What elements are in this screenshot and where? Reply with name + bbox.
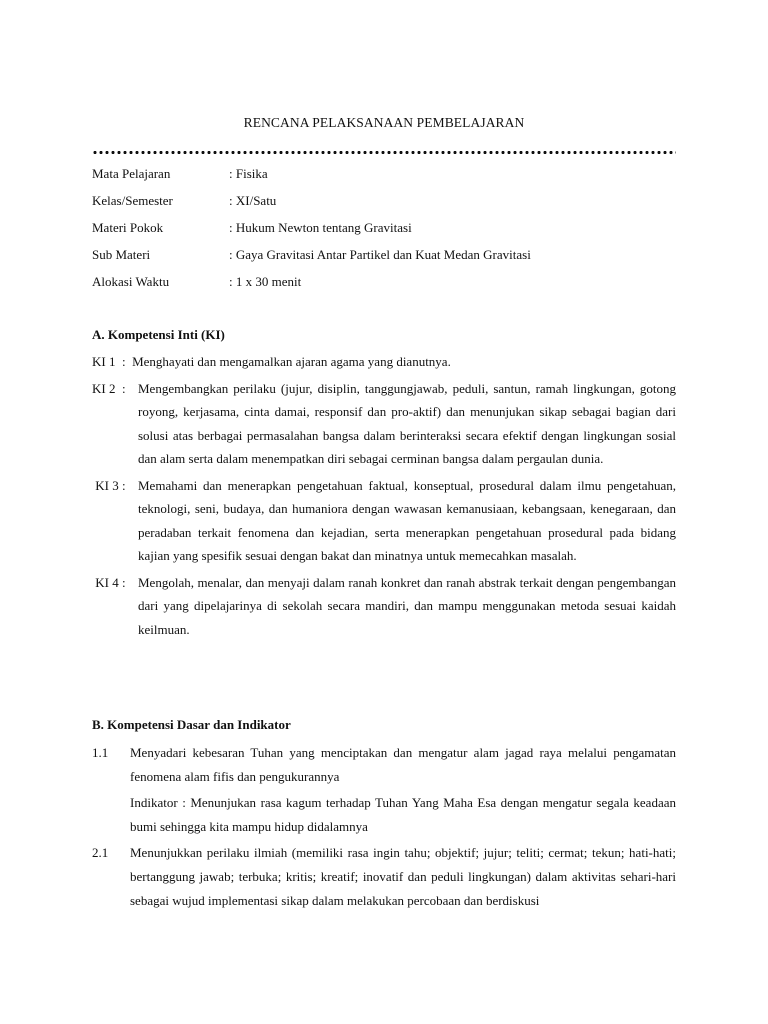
identity-row-time <box>92 274 692 301</box>
basic-competency-list <box>92 741 676 915</box>
ki-label: KI 2 : <box>92 380 129 396</box>
ki-label: KI 4 : <box>92 574 129 590</box>
identity-row-class <box>92 193 692 220</box>
core-competency-list <box>92 350 676 644</box>
kd-text: Menunjukkan perilaku ilmiah (memiliki rasa ingin tahu; objektif; jujur; teliti; cermat; tekun; hati-hati; bertanggung jawab; terbuka; kritis; kreatif; inovatif dan peduli lingkungan) dalam aktivitas sehari-hari sebagai wujud implementasi sikap dalam melakukan percobaan dan berdiskusi <box>130 845 676 908</box>
ki-label: KI 3 : <box>92 477 129 493</box>
identity-value: : XI/Satu <box>229 193 277 208</box>
identity-row-topic <box>92 220 692 247</box>
dotted-divider <box>92 150 676 155</box>
kd-item-2-1 <box>92 841 676 913</box>
kd-number: 2.1 <box>92 845 109 860</box>
identity-value: : Fisika <box>229 166 268 181</box>
page-title: RENCANA PELAKSANAAN PEMBELAJARAN <box>243 115 525 130</box>
kd-text: Menyadari kebesaran Tuhan yang menciptakan dan mengatur alam jagad raya melalui pengamatan fenomena alam fifis dan pengukurannya <box>130 745 676 784</box>
ki-item-4 <box>92 571 676 642</box>
ki-text: Mengolah, menalar, dan menyaji dalam ranah konkret dan ranah abstrak terkait dengan pengembangan dari yang dipelajarinya di sekolah secara mandiri, dan mampu menggunakan metoda sesuai kaidah keilmuan. <box>138 574 676 637</box>
ki-item-1 <box>92 350 676 374</box>
identity-row-subject <box>92 166 692 193</box>
identity-label: Mata Pelajaran <box>92 166 171 181</box>
identity-table <box>92 166 692 301</box>
kd-item-1-1 <box>92 741 676 789</box>
kd-number: 1.1 <box>92 745 109 760</box>
identity-value: : Gaya Gravitasi Antar Partikel dan Kuat Medan Gravitasi <box>229 247 531 262</box>
identity-label: Alokasi Waktu <box>92 274 170 289</box>
identity-label: Kelas/Semester <box>92 193 173 208</box>
kd-indicator: Indikator : Menunjukan rasa kagum terhadap Tuhan Yang Maha Esa dengan mengatur segala keadaan bumi sehingga kita mampu hidup didalamnya <box>130 795 676 834</box>
ki-item-3 <box>92 474 676 568</box>
ki-text: Mengembangkan perilaku (jujur, disiplin, tanggungjawab, peduli, santun, ramah lingkungan, gotong royong, kerjasama, cinta damai, responsif dan pro-aktif) dan menunjukan sikap sebagai bagian dari solusi atas berbagai permasalahan bangsa dalam berinteraksi secara efektif dengan lingkungan sosial dan alam serta dalam menempatkan diri sebagai cerminan bangsa dalam pergaulan dunia. <box>138 380 676 466</box>
section-a-heading: A. Kompetensi Inti (KI) <box>92 327 225 342</box>
ki-item-2 <box>92 377 676 471</box>
identity-value: : 1 x 30 menit <box>229 274 302 289</box>
ki-label: KI 1 : <box>92 354 133 369</box>
identity-label: Sub Materi <box>92 247 151 262</box>
section-b-heading: B. Kompetensi Dasar dan Indikator <box>92 717 291 732</box>
ki-text: Menghayati dan mengamalkan ajaran agama yang dianutnya. <box>132 354 451 369</box>
identity-value: : Hukum Newton tentang Gravitasi <box>229 220 412 235</box>
identity-row-subtopic <box>92 247 692 274</box>
identity-label: Materi Pokok <box>92 220 164 235</box>
ki-text: Memahami dan menerapkan pengetahuan faktual, konseptual, prosedural dalam ilmu pengetahuan, teknologi, seni, budaya, dan humaniora dengan wawasan kemanusiaan, kebangsaan, kenegaraan, dan peradaban terkait fenomena dan kejadian, serta menerapkan pengetahuan prosedural pada bidang kajian yang spesifik sesuai dengan bakat dan minatnya untuk memecahkan masalah. <box>138 477 676 563</box>
